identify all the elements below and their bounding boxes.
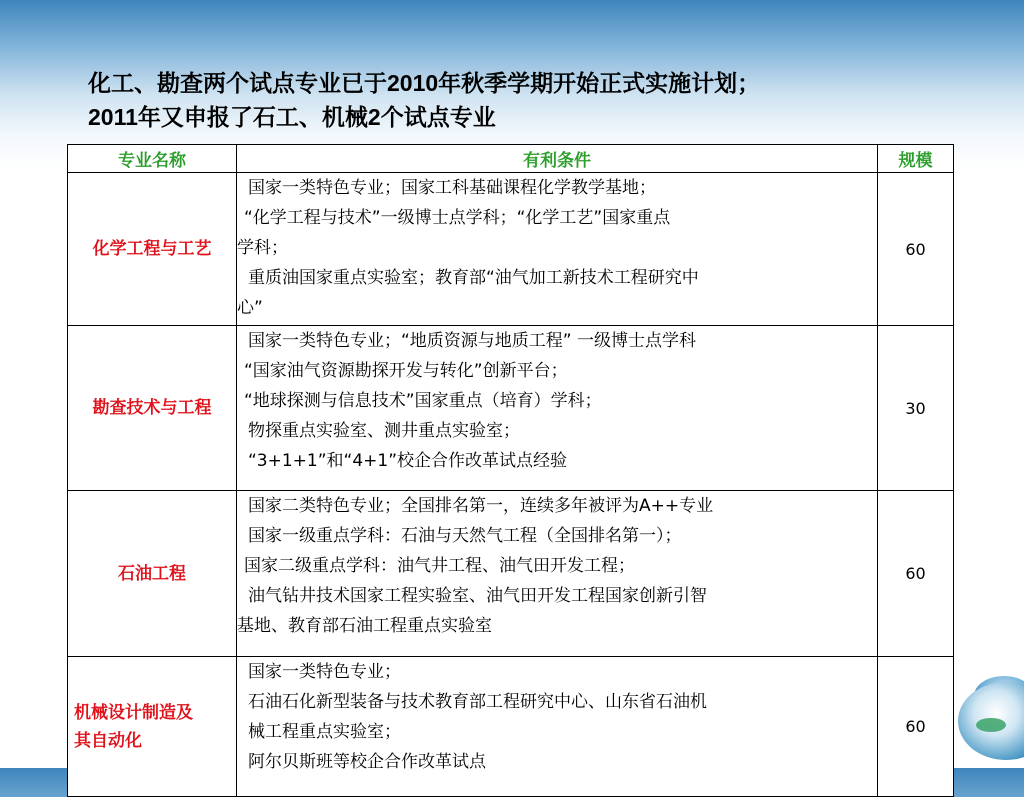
conditions-cell [237,326,878,491]
slide-title [88,66,968,134]
major-name [68,657,237,797]
condition-line: 重质油国家重点实验室；教育部“油气加工新技术工程研究中 [248,268,699,288]
table-row [68,491,954,657]
condition-line: 械工程重点实验室； [248,722,401,742]
condition-line: “化学工程与技术”一级博士点学科；“化学工艺”国家重点 [244,208,671,228]
condition-line: 阿尔贝斯班等校企合作改革试点 [248,752,486,772]
major-name: 勘查技术与工程 [68,326,237,491]
condition-line: 国家一级重点学科：石油与天然气工程（全国排名第一）； [248,526,682,546]
majors-table [67,144,954,797]
condition-line: 国家一类特色专业； [248,662,401,682]
condition-line: 心” [237,298,263,318]
header-scale: 规模 [878,145,954,173]
major-name-line: 其自动化 [74,730,142,750]
conditions-cell [237,657,878,797]
condition-line: “国家油气资源勘探开发与转化”创新平台； [244,361,568,381]
condition-line: 国家二级重点学科：油气井工程、油气田开发工程； [244,556,635,576]
header-major-name: 专业名称 [68,145,237,173]
major-name-line: 机械设计制造及 [74,702,193,722]
condition-line: 油气钻井技术国家工程实验室、油气田开发工程国家创新引智 [248,586,707,606]
scale-value: 30 [878,326,954,491]
table-row [68,657,954,797]
scale-value: 60 [878,657,954,797]
title-line-2: 2011年又申报了石工、机械2个试点专业 [88,104,496,130]
table-row [68,173,954,326]
condition-line: 学科； [237,238,288,258]
condition-line: 国家一类特色专业；国家工科基础课程化学教学基地； [248,178,656,198]
condition-line: 国家一类特色专业；“地质资源与地质工程” 一级博士点学科 [248,331,697,351]
scale-value: 60 [878,491,954,657]
major-name: 化学工程与工艺 [68,173,237,326]
conditions-cell [237,173,878,326]
condition-line: “3+1+1”和“4+1”校企合作改革试点经验 [248,451,568,471]
header-conditions: 有利条件 [237,145,878,173]
condition-line: 国家二类特色专业；全国排名第一，连续多年被评为A++专业 [248,496,714,516]
condition-line: “地球探测与信息技术”国家重点（培育）学科； [244,391,602,411]
title-line-1: 化工、勘查两个试点专业已于2010年秋季学期开始正式实施计划； [88,70,761,96]
decorative-globe-image [944,638,1024,768]
major-name: 石油工程 [68,491,237,657]
scale-value: 60 [878,173,954,326]
conditions-cell [237,491,878,657]
condition-line: 物探重点实验室、测井重点实验室； [248,421,520,441]
table-row [68,326,954,491]
table-header-row [68,145,954,173]
condition-line: 石油石化新型装备与技术教育部工程研究中心、山东省石油机 [248,692,707,712]
condition-line: 基地、教育部石油工程重点实验室 [237,616,492,636]
